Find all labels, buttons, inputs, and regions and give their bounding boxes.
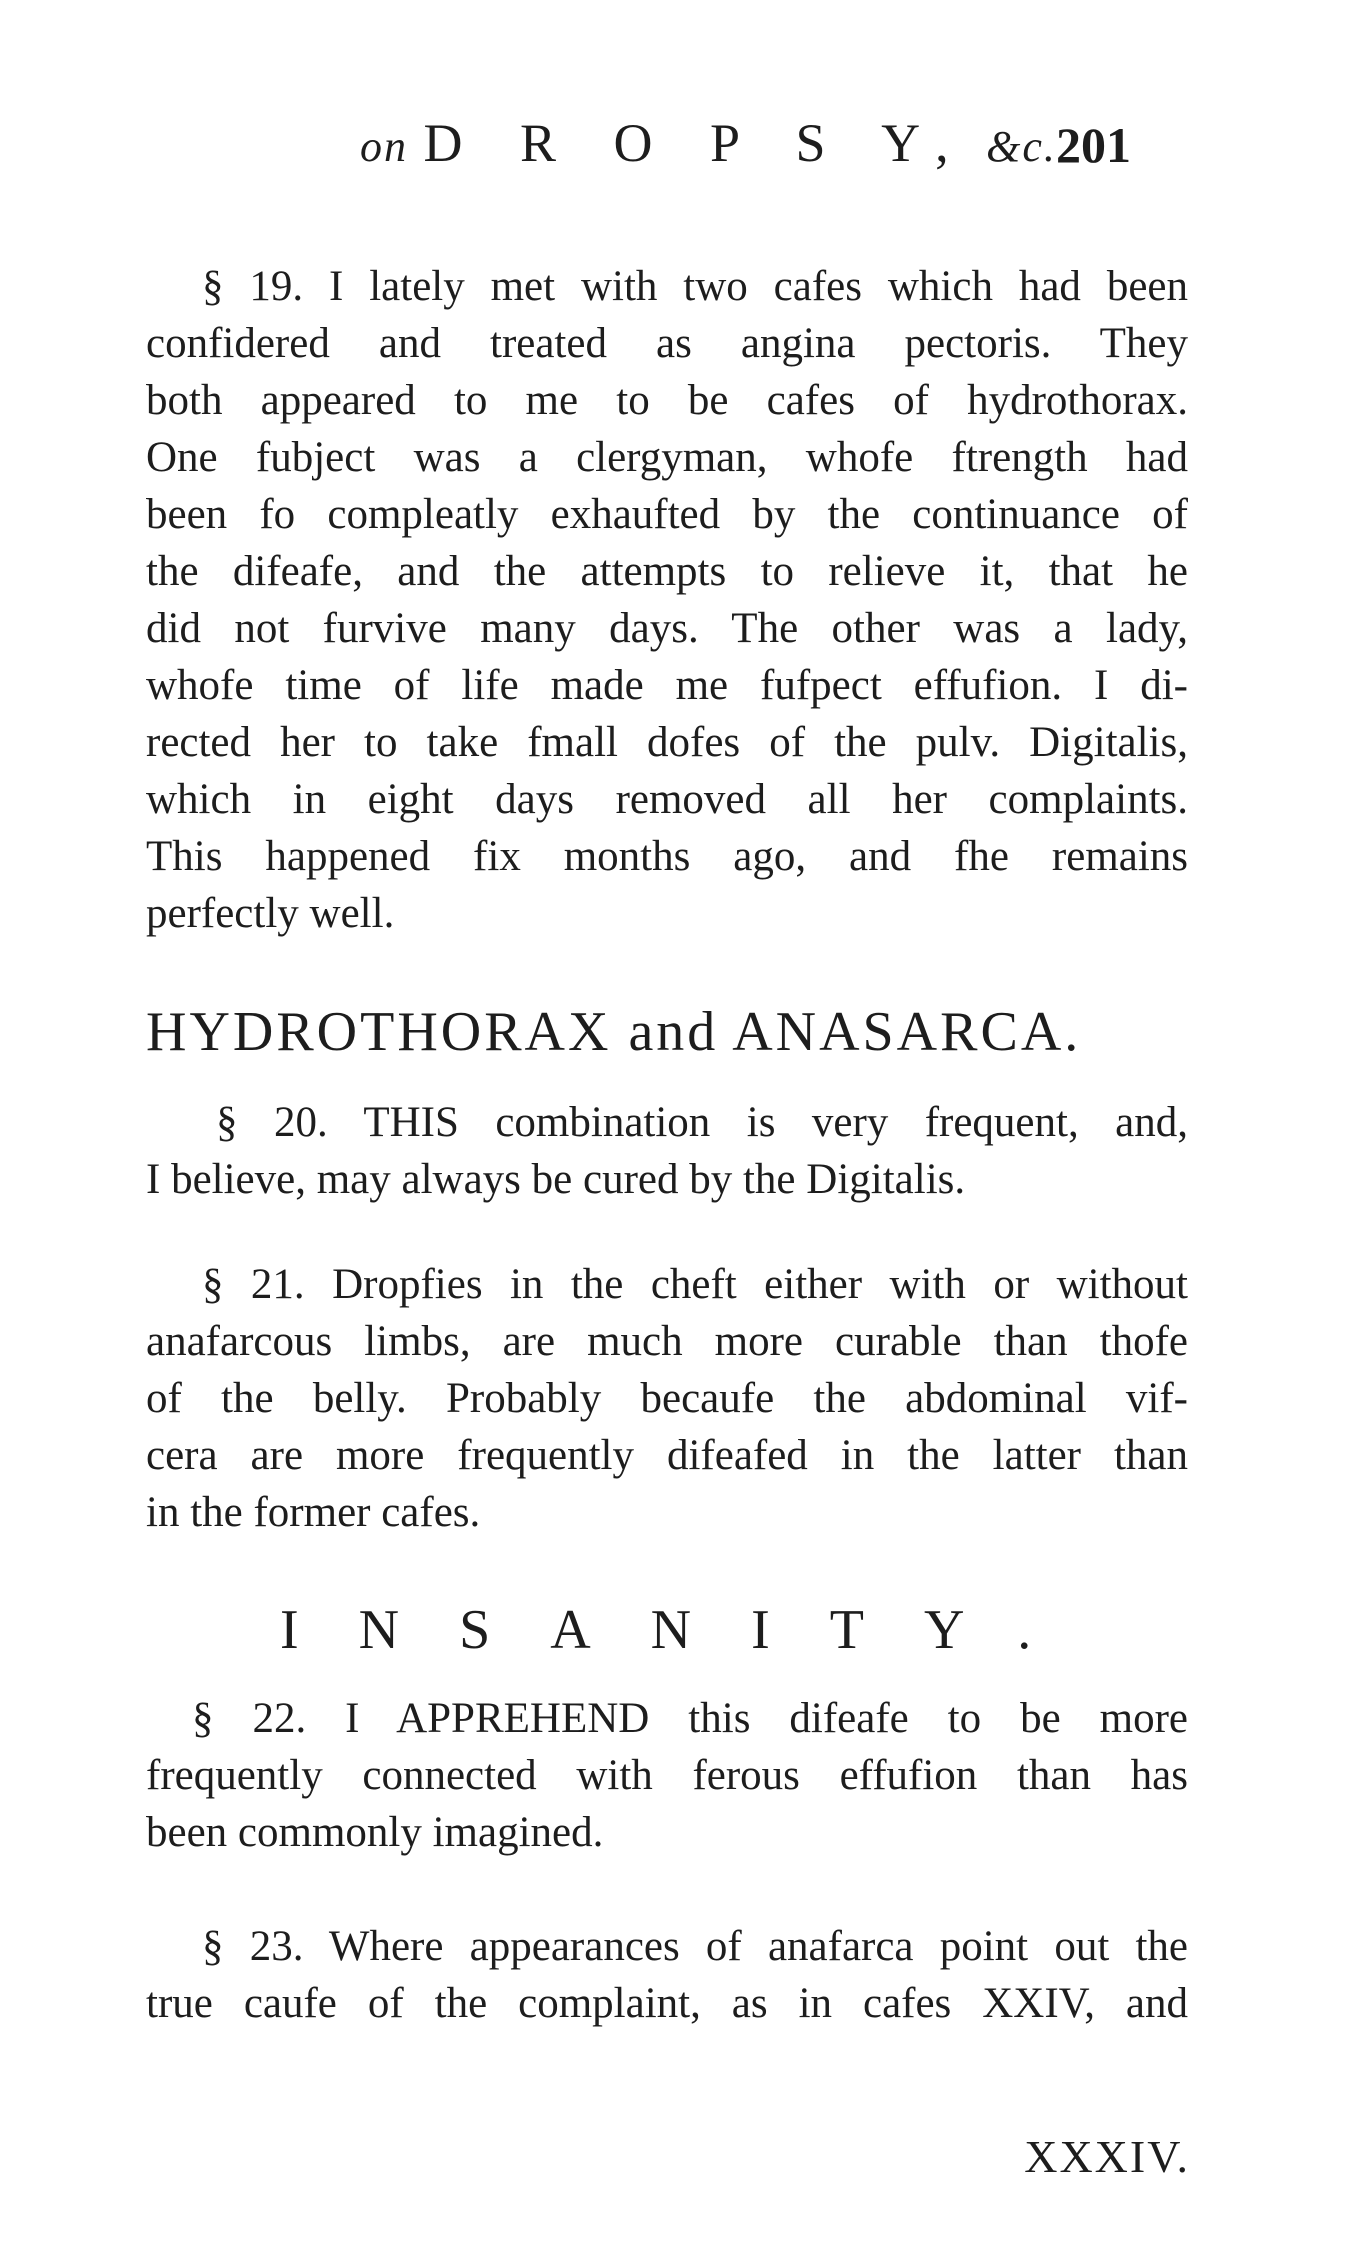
text-line: of the belly. Probably becaufe the abdominal vif- bbox=[146, 1375, 1188, 1422]
paragraph-section-21 bbox=[146, 1256, 1188, 1541]
text-line: both appeared to me to be cafes of hydrothorax. bbox=[146, 377, 1188, 424]
text-line: cera are more frequently difeafed in the latter than bbox=[146, 1432, 1188, 1479]
text-line: whofe time of life made me fufpect effufion. I di- bbox=[146, 662, 1188, 709]
text-line: This happened fix months ago, and fhe remains bbox=[146, 833, 1188, 880]
text-line: § 23. Where appearances of anafarca point out the bbox=[202, 1923, 1188, 1970]
paragraph-section-20 bbox=[146, 1094, 1188, 1208]
text-line: One fubject was a clergyman, whofe ftrength had bbox=[146, 434, 1188, 481]
catchword: XXXIV. bbox=[1024, 2131, 1190, 2182]
text-line: § 21. Dropfies in the cheft either with or without bbox=[202, 1261, 1188, 1308]
text-line: anafarcous limbs, are much more curable than thofe bbox=[146, 1318, 1188, 1365]
text-line: § 22. I APPREHEND this difeafe to be more bbox=[192, 1695, 1188, 1742]
text-line: frequently connected with ferous effufion than has bbox=[146, 1752, 1188, 1799]
running-head-main: D R O P S Y, bbox=[423, 113, 971, 173]
page-number: 201 bbox=[1056, 117, 1131, 173]
text-line: rected her to take fmall dofes of the pulv. Digitalis, bbox=[146, 719, 1188, 766]
section-heading-insanity: INSANITY. bbox=[280, 1599, 1092, 1661]
running-head-title bbox=[360, 112, 1057, 174]
text-line: been fo compleatly exhaufted by the continuance of bbox=[146, 491, 1188, 538]
text-line: did not furvive many days. The other was a lady, bbox=[146, 605, 1188, 652]
text-line: perfectly well. bbox=[146, 890, 395, 937]
text-line: in the former cafes. bbox=[146, 1489, 481, 1536]
text-line: true caufe of the complaint, as in cafes XXIV, and bbox=[146, 1980, 1188, 2027]
text-line: § 19. I lately met with two cafes which had been bbox=[202, 263, 1188, 310]
paragraph-section-19 bbox=[146, 258, 1188, 942]
section-heading-hydrothorax-anasarca: HYDROTHORAX and ANASARCA. bbox=[146, 1001, 1082, 1063]
paragraph-section-23 bbox=[146, 1918, 1188, 2032]
text-line: I believe, may always be cured by the Digitalis. bbox=[146, 1156, 966, 1203]
running-head-prefix: on bbox=[360, 122, 408, 171]
running-head-suffix: &c. bbox=[986, 122, 1057, 171]
text-line: been commonly imagined. bbox=[146, 1809, 604, 1856]
text-line: confidered and treated as angina pectoris. They bbox=[146, 320, 1188, 367]
text-line: which in eight days removed all her complaints. bbox=[146, 776, 1188, 823]
paragraph-section-22 bbox=[146, 1690, 1188, 1861]
running-head bbox=[0, 112, 1360, 182]
text-line: § 20. THIS combination is very frequent, and, bbox=[216, 1099, 1188, 1146]
text-line: the difeafe, and the attempts to relieve it, that he bbox=[146, 548, 1188, 595]
